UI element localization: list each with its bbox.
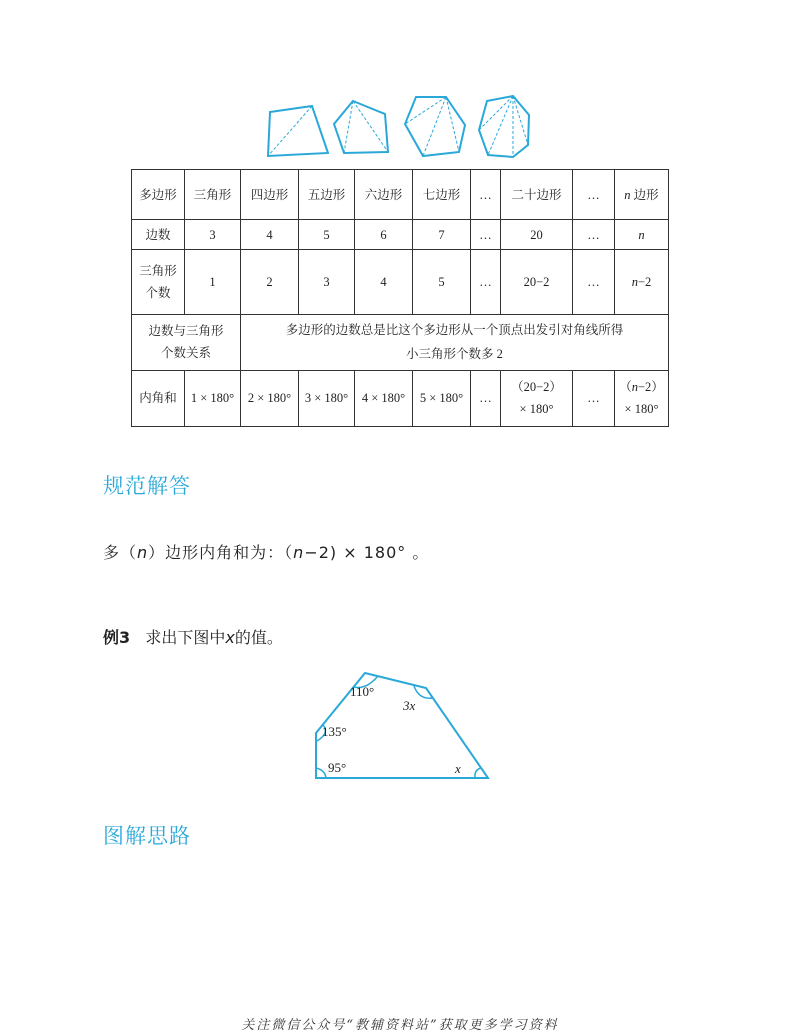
angle-label-110: 110°	[350, 684, 375, 699]
table-cell: 1	[185, 250, 241, 314]
variable-n: n	[631, 380, 638, 395]
table-cell: 七边形	[413, 170, 471, 220]
example-text-after: 的值。	[234, 628, 283, 647]
header-line: 三角形	[139, 263, 177, 278]
table-cell: …	[471, 250, 501, 314]
cell-text: −2）	[637, 380, 664, 395]
table-cell: …	[471, 370, 501, 426]
table-cell: …	[573, 220, 615, 250]
table-header-cell: 边数	[132, 220, 185, 250]
table-cell: 3	[299, 250, 355, 314]
answer-prefix: 多（	[103, 543, 138, 562]
table-cell: …	[573, 170, 615, 220]
note-line: 小三角形个数多 2	[406, 347, 503, 362]
table-cell: …	[573, 250, 615, 314]
example-text-before: 求出下图中	[145, 628, 226, 647]
table-header-cell: 多边形	[132, 170, 185, 220]
table-cell: 5 × 180°	[413, 370, 471, 426]
table-cell: 4	[241, 220, 299, 250]
variable-n: n	[638, 227, 645, 242]
variable-n: n	[631, 274, 638, 289]
answer-middle: ）边形内角和为：（	[148, 543, 294, 562]
angle-label-x: x	[455, 761, 461, 776]
table-cell: 20	[501, 220, 573, 250]
note-line: 多边形的边数总是比这个多边形从一个顶点出发引对角线所得	[285, 323, 624, 338]
cell-line: × 180°	[624, 402, 659, 417]
variable-n: n	[137, 543, 149, 562]
section-title-solution-idea: 图解思路	[103, 824, 191, 848]
table-cell: 3 × 180°	[299, 370, 355, 426]
table-header-cell: 内角和	[132, 370, 185, 426]
variable-n: n	[293, 543, 305, 562]
table-cell: 20−2	[501, 250, 573, 314]
table-cell: 六边形	[355, 170, 413, 220]
table-cell: 四边形	[241, 170, 299, 220]
paren-open: （	[619, 380, 632, 395]
header-line: 个数关系	[160, 346, 211, 361]
table-cell: 2 × 180°	[241, 370, 299, 426]
variable-n: n	[624, 187, 631, 202]
cell-text: 边形	[633, 187, 659, 202]
table-cell: 1 × 180°	[185, 370, 241, 426]
angle-label-95: 95°	[328, 760, 347, 775]
table-cell: 5	[413, 250, 471, 314]
cell-line: （20−2）	[511, 380, 562, 395]
table-cell: 2	[241, 250, 299, 314]
table-cell: 4	[355, 250, 413, 314]
table-cell: 三角形	[185, 170, 241, 220]
header-line: 个数	[145, 285, 171, 300]
table-cell: 5	[299, 220, 355, 250]
footer-note: 关注微信公众号“教辅资料站”获取更多学习资料	[241, 1018, 559, 1033]
variable-x: x	[225, 628, 235, 647]
table-cell: 二十边形	[501, 170, 573, 220]
section-title-standard-answer: 规范解答	[103, 474, 191, 498]
angle-label-135: 135°	[322, 724, 347, 739]
table-cell: 7	[413, 220, 471, 250]
table-cell: 五边形	[299, 170, 355, 220]
answer-suffix: −2) × 180° 。	[304, 543, 430, 562]
table-cell: 3	[185, 220, 241, 250]
example-label: 例3	[103, 628, 131, 647]
table-cell: …	[573, 370, 615, 426]
table-cell: …	[471, 220, 501, 250]
cell-text: −2	[637, 274, 652, 289]
table-cell: …	[471, 170, 501, 220]
cell-line: × 180°	[519, 402, 554, 417]
angle-label-3x: 3x	[403, 698, 416, 713]
table-cell: 4 × 180°	[355, 370, 413, 426]
table-cell: 6	[355, 220, 413, 250]
header-line: 边数与三角形	[148, 324, 224, 339]
